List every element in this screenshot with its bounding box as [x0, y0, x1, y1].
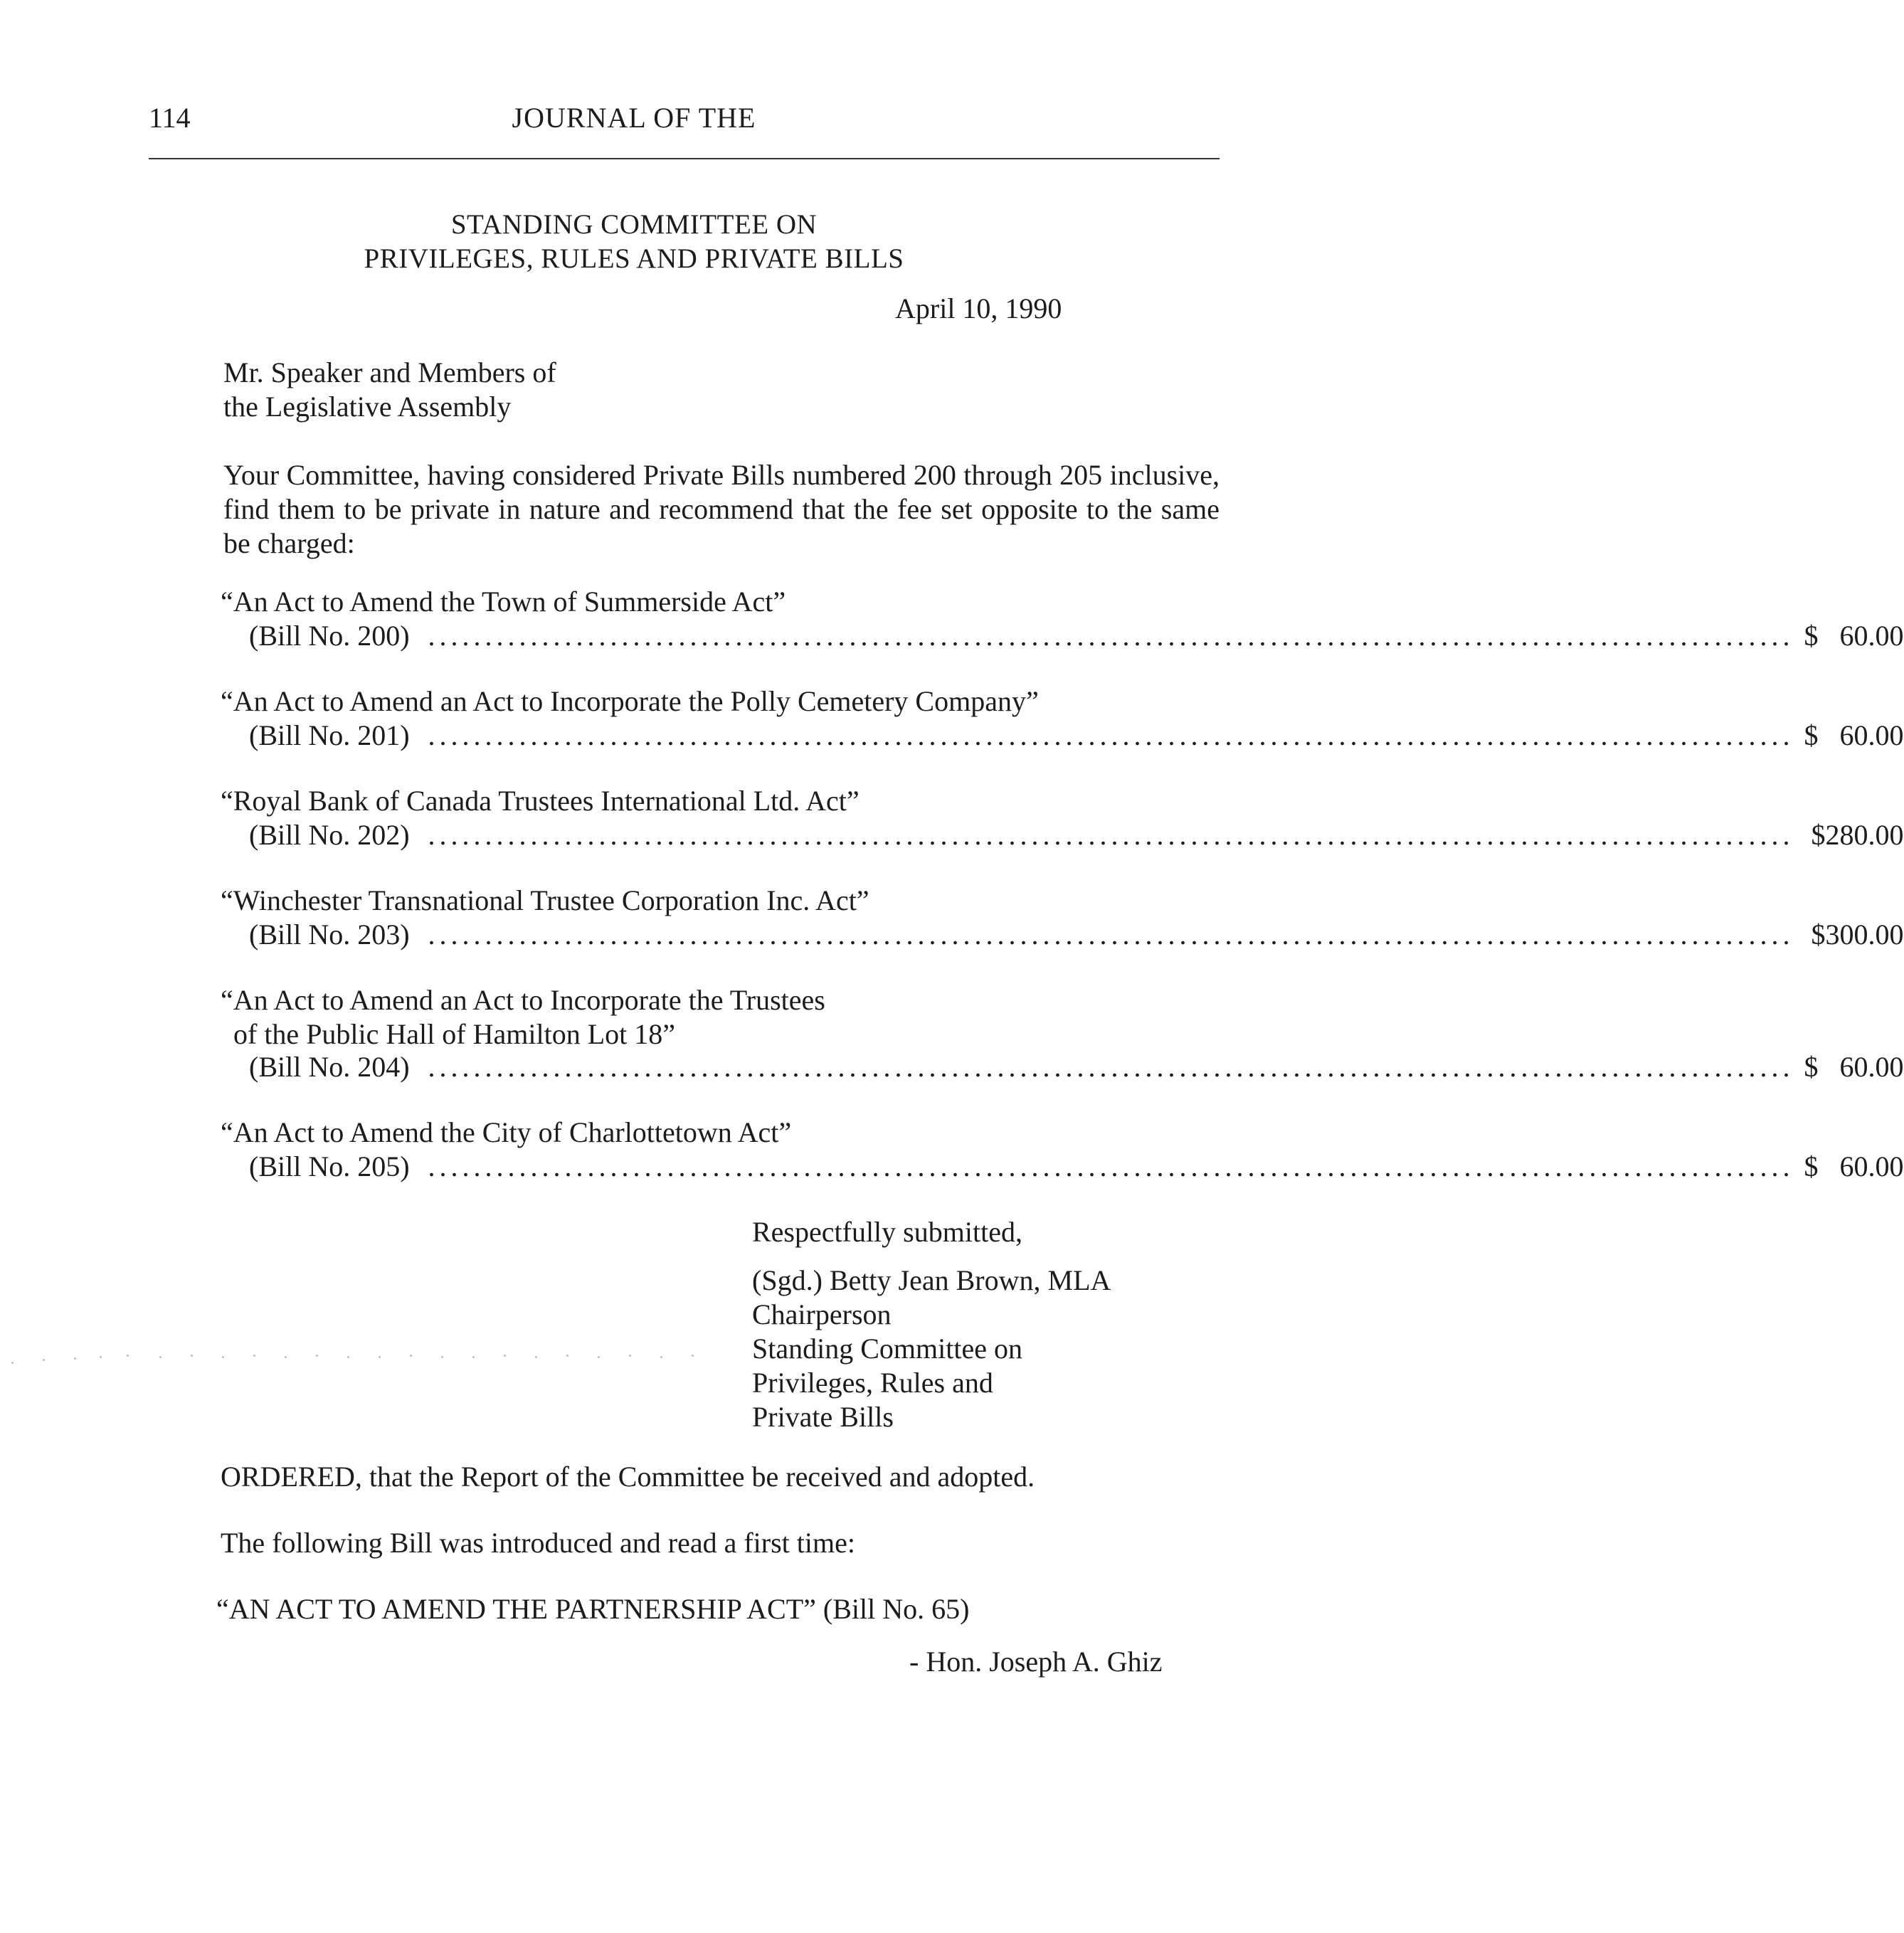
dot-leader: ........................................................................................................................: [428, 1150, 1794, 1182]
bill-introduced-statement: The following Bill was introduced and read a first time:: [221, 1527, 855, 1559]
fee-amount: 60.00: [1839, 1051, 1904, 1083]
bill-title-line: “Royal Bank of Canada Trustees International Ltd. Act”: [221, 785, 860, 817]
currency-symbol: $: [1811, 918, 1826, 950]
salutation-line2: the Legislative Assembly: [223, 391, 512, 423]
fee-amount: 300.00: [1825, 918, 1904, 950]
header-rule: [149, 158, 1220, 159]
bill-fee: [1804, 818, 1904, 852]
bill-number: (Bill No. 200): [249, 620, 410, 652]
bill-title: [221, 585, 786, 619]
bill-title: [221, 784, 860, 818]
fee-amount: 60.00: [1839, 719, 1904, 751]
dot-leader: ........................................................................................................................: [428, 719, 1794, 751]
dot-leader: ........................................................................................................................: [428, 819, 1794, 851]
dot-leader: ........................................................................................................................: [428, 620, 1794, 652]
dot-leader: ........................................................................................................................: [428, 1051, 1794, 1083]
salutation-line1: Mr. Speaker and Members of: [223, 356, 556, 388]
introducer-name: - Hon. Joseph A. Ghiz: [909, 1646, 1163, 1678]
intro-paragraph: Your Committee, having considered Private Bills numbered 200 through 205 inclusive, find them to be private in nature and recommend that the fee set opposite to the same be charged:: [223, 459, 1220, 559]
committee-heading-line1: STANDING COMMITTEE ON: [450, 209, 818, 240]
bill-fee: [1804, 1150, 1904, 1184]
bill-fee-line: [249, 719, 1904, 753]
bill-fee-line: [249, 918, 1904, 952]
bill-fee-line: [249, 619, 1904, 653]
currency-symbol: $: [1804, 719, 1819, 751]
currency-symbol: $: [1804, 1150, 1819, 1182]
bill-number: (Bill No. 204): [249, 1051, 410, 1083]
bill-title-line: “An Act to Amend an Act to Incorporate the Polly Cemetery Company”: [221, 685, 1039, 717]
bill-title: [221, 884, 869, 918]
bill-fee-line: [249, 1150, 1904, 1184]
bill-number: (Bill No. 201): [249, 719, 410, 751]
bill-fee: [1804, 1050, 1904, 1084]
bill-title-line: “Winchester Transnational Trustee Corporation Inc. Act”: [221, 884, 869, 916]
currency-symbol: $: [1811, 819, 1826, 851]
fee-amount: 280.00: [1825, 819, 1904, 851]
bill-fee: [1804, 619, 1904, 653]
fee-amount: 60.00: [1839, 620, 1904, 652]
closing-line: Respectfully submitted,: [752, 1216, 1022, 1248]
fee-amount: 60.00: [1839, 1150, 1904, 1182]
signature-block: [752, 1264, 1111, 1434]
bill-title-line: “An Act to Amend an Act to Incorporate the Trustees: [221, 984, 825, 1016]
bill-title: [221, 684, 1039, 719]
bill-number: (Bill No. 205): [249, 1150, 410, 1182]
currency-symbol: $: [1804, 620, 1819, 652]
bill-fee-line: [249, 1050, 1904, 1084]
running-head: JOURNAL OF THE: [512, 102, 756, 134]
salutation: [223, 356, 556, 424]
committee-name-line3: Private Bills: [752, 1401, 894, 1433]
bill-title: [221, 1116, 791, 1150]
ordered-statement: ORDERED, that the Report of the Committee be received and adopted.: [221, 1461, 1035, 1493]
bill-title-line: of the Public Hall of Hamilton Lot 18”: [233, 1018, 675, 1050]
bill-fee: [1804, 918, 1904, 952]
committee-name-line2: Privileges, Rules and: [752, 1367, 993, 1399]
committee-heading-line2: PRIVILEGES, RULES AND PRIVATE BILLS: [364, 243, 904, 274]
dot-leader: ........................................................................................................................: [428, 918, 1794, 950]
bill-title-line: “An Act to Amend the City of Charlottetown Act”: [221, 1116, 792, 1148]
committee-name-line1: Standing Committee on: [752, 1333, 1022, 1365]
report-date: April 10, 1990: [895, 292, 1062, 324]
bill-number: (Bill No. 202): [249, 819, 410, 851]
bill-fee: [1804, 719, 1904, 753]
signer-role: Chairperson: [752, 1298, 892, 1330]
bill-number: (Bill No. 203): [249, 918, 410, 950]
page-number: 114: [149, 102, 191, 134]
act-title: “AN ACT TO AMEND THE PARTNERSHIP ACT” (Bill No. 65): [216, 1593, 970, 1625]
bill-fee-line: [249, 818, 1904, 852]
bill-title: [221, 983, 825, 1052]
bill-title-line: “An Act to Amend the Town of Summerside Act”: [221, 586, 786, 618]
signed-name: (Sgd.) Betty Jean Brown, MLA: [752, 1264, 1111, 1296]
currency-symbol: $: [1804, 1051, 1819, 1083]
committee-heading: [0, 208, 1268, 276]
